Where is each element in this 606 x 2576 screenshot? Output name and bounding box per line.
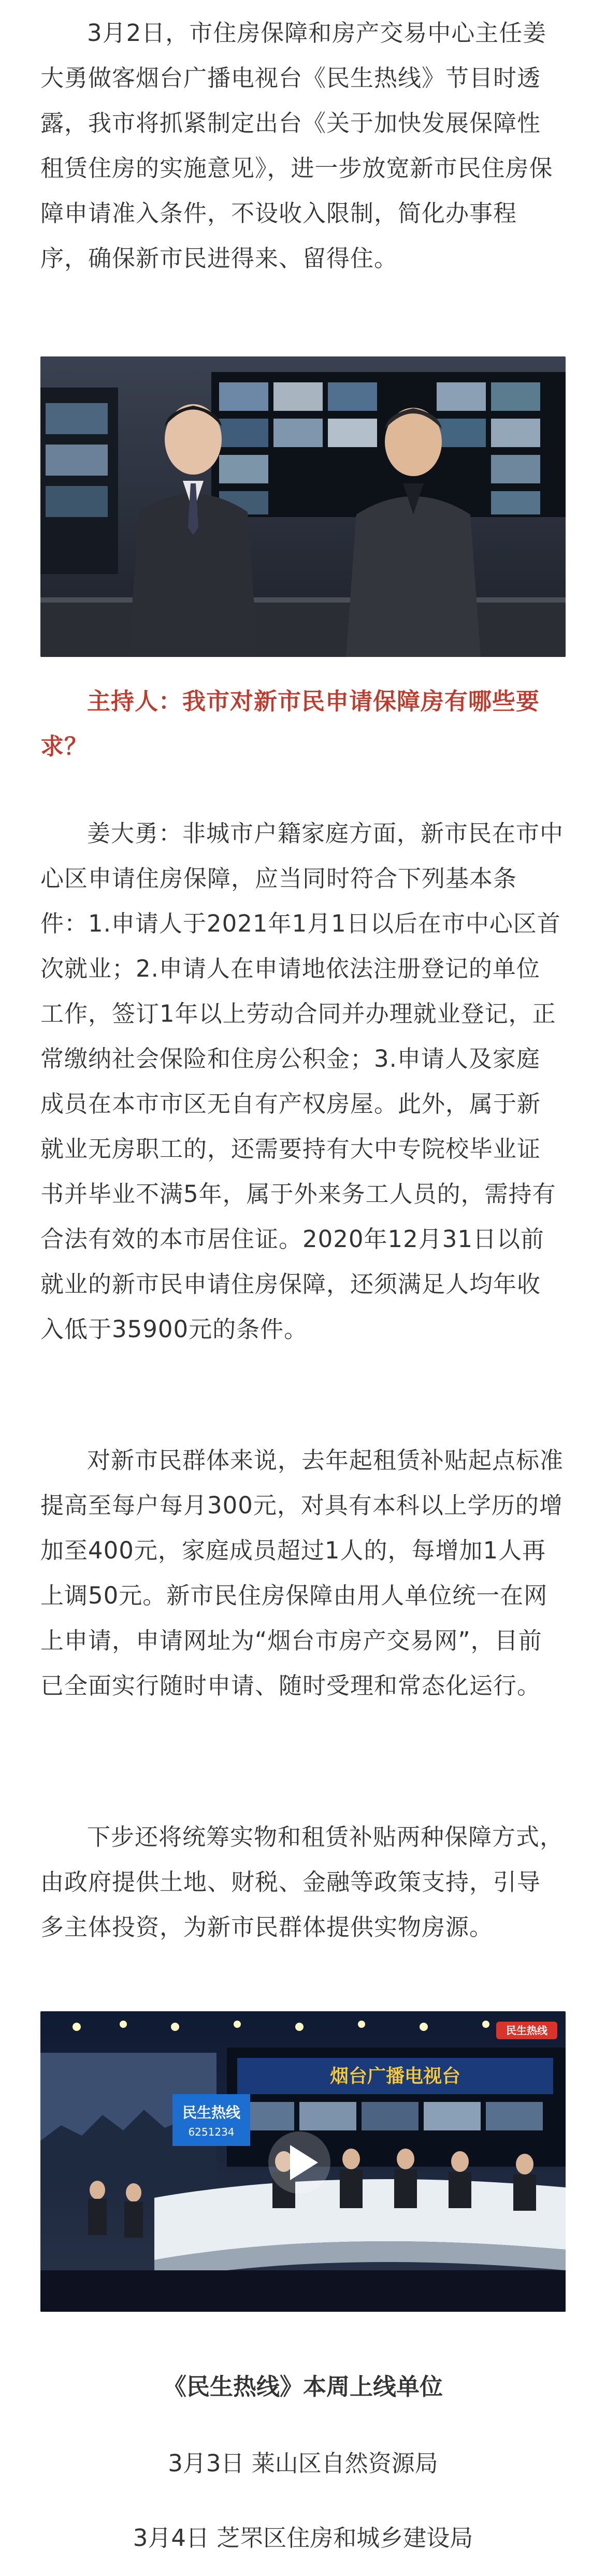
play-button[interactable] [268,2131,330,2194]
show-phone: 6251234 [188,2126,235,2138]
subsidy-paragraph: 对新市民群体来说，去年起租赁补贴起点标准提高至每户每月300元，对具有本科以上学历的增加至400元，家庭成员超过1人的，每增加1人再上调50元。新市民住房保障由用人单位统一在网上申请，申请网址为“烟台市房产交易网”，目前已全面实行随时申请、随时受理和常态化运行。 [40,1447,564,1699]
host-question: 主持人：我市对新市民申请保障房有哪些要求？ [40,688,540,760]
answer-paragraph: 姜大勇：非城市户籍家庭方面，新市民在市中心区申请住房保障，应当同时符合下列基本条件：1.申请人于2021年1月1日以后在市中心区首次就业；2.申请人在申请地依法注册登记的单位工作，签订1年以上劳动合同并办理就业登记，正常缴纳社会保险和住房公积金；3.申请人及家庭成员在本市市区无自有产权房屋。此外，属于新就业无房职工的，还需要持有大中专院校毕业证书并毕业不满5年，属于外来务工人员的，需持有合法有效的本市居住证。2020年12月31日以前就业的新市民申请住房保障，还须满足人均年收入低于35900元的条件。 [40,820,564,1343]
corner-logo-text: 民生热线 [506,2024,547,2037]
plan-paragraph: 下步还将统筹实物和租赁补贴两种保障方式，由政府提供土地、财税、金融等政策支持，引导多主体投资，为新市民群体提供实物房源。 [40,1823,564,1941]
video-banner: 烟台广播电视台 [329,2066,461,2087]
show-sign: 民生热线 [182,2104,241,2121]
schedule-item: 3月3日 莱山区自然资源局 [168,2450,438,2477]
studio-photo [40,356,566,657]
intro-paragraph: 3月2日，市住房保障和房产交易中心主任姜大勇做客烟台广播电视台《民生热线》节目时透露，我市将抓紧制定出台《关于加快发展保障性租赁住房的实施意见》，进一步放宽新市民住房保障申请准入条件，不设收入限制，简化办事程序，确保新市民进得来、留得住。 [40,19,553,272]
schedule-item: 3月4日 芝罘区住房和城乡建设局 [133,2524,473,2552]
video-frame[interactable] [40,2011,566,2312]
schedule-title: 《民生热线》本周上线单位 [163,2373,443,2400]
